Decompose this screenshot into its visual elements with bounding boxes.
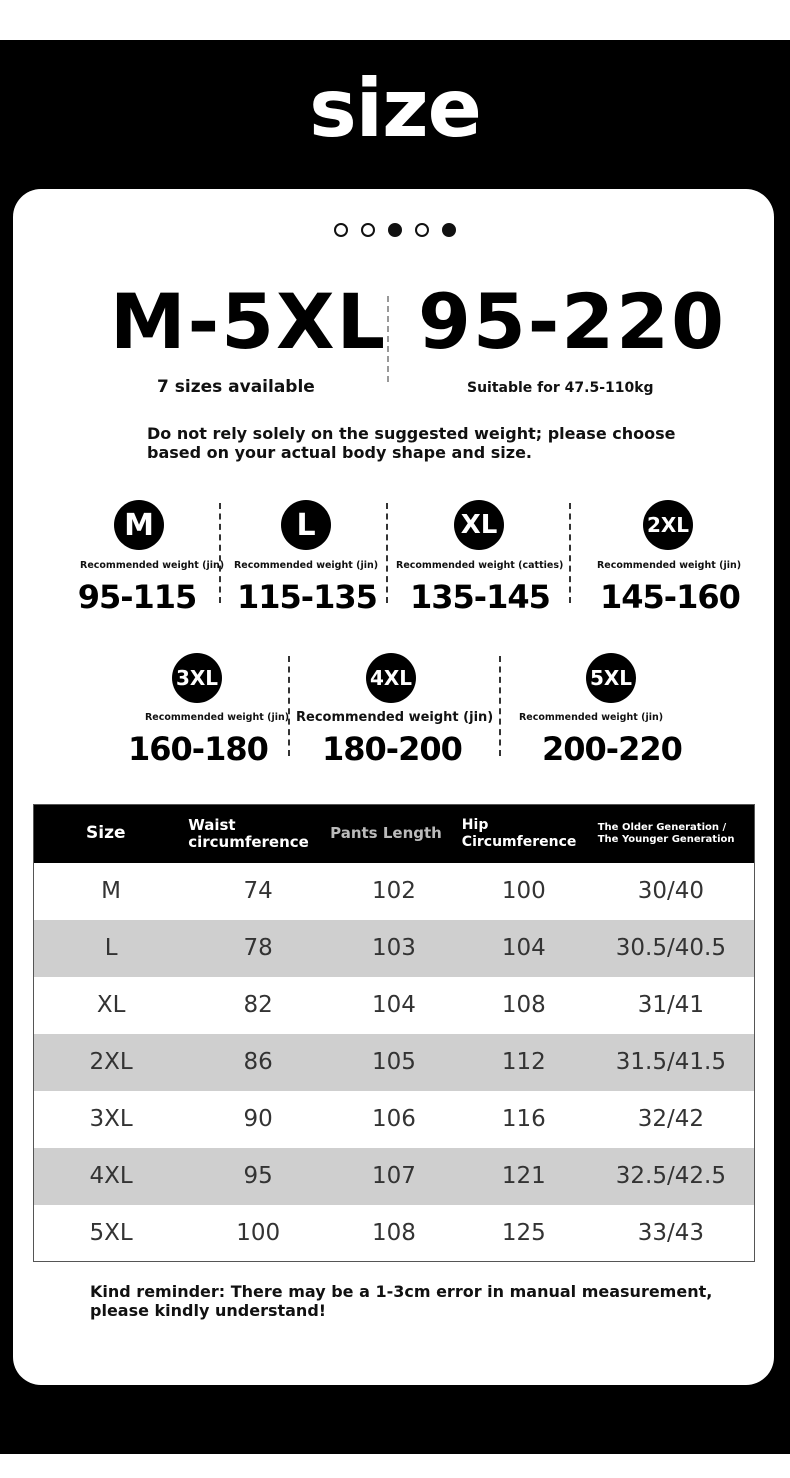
weight-range-4xl: 180-200 <box>322 730 462 768</box>
recommended-weight-label: Recommended weight (jin) <box>80 560 225 571</box>
size-badge-4xl: 4XL <box>366 653 416 703</box>
size-table <box>33 804 755 1262</box>
weight-caption: Suitable for 47.5-110kg <box>467 380 654 396</box>
pagination-dot[interactable] <box>361 223 375 237</box>
cell-hip: 100 <box>501 878 546 904</box>
divider <box>219 503 221 603</box>
cell-hip: 108 <box>501 992 546 1018</box>
cell-hip: 125 <box>501 1219 546 1246</box>
recommended-weight-label: Recommended weight (catties) <box>396 560 564 571</box>
cell-waist: 74 <box>243 878 273 904</box>
weight-range-m: 95-115 <box>77 578 197 616</box>
size-caption: 7 sizes available <box>157 377 315 397</box>
pagination-dot-active[interactable] <box>442 223 456 237</box>
recommended-weight-label: Recommended weight (jin) <box>144 712 290 723</box>
cell-size: M <box>101 878 122 904</box>
divider <box>499 656 501 756</box>
page-title: size <box>309 62 481 155</box>
cell-pants-length: 102 <box>372 878 416 904</box>
cell-hip: 116 <box>501 1106 546 1132</box>
advice-text: Do not rely solely on the suggested weight; please choose based on your actual body shape and size. <box>147 424 676 462</box>
size-badge-m: M <box>114 500 164 550</box>
cell-generation: 32.5/42.5 <box>615 1163 726 1189</box>
divider <box>288 656 290 756</box>
cell-pants-length: 108 <box>372 1219 416 1246</box>
weight-range-xl: 135-145 <box>410 578 550 616</box>
pagination-dots <box>0 223 790 237</box>
cell-size: 2XL <box>89 1049 133 1075</box>
cell-pants-length: 107 <box>372 1163 416 1189</box>
header-pants-length: Pants Length <box>330 824 442 843</box>
cell-hip: 112 <box>501 1049 546 1075</box>
cell-generation: 31.5/41.5 <box>615 1049 726 1075</box>
size-badge-5xl: 5XL <box>586 653 636 703</box>
size-badge-l: L <box>281 500 331 550</box>
size-badge-2xl: 2XL <box>643 500 693 550</box>
header-generation: The Older Generation / The Younger Generation <box>597 821 735 845</box>
recommended-weight-label: Recommended weight (jin) <box>518 712 664 723</box>
pagination-dot[interactable] <box>334 223 348 237</box>
cell-size: 5XL <box>89 1219 133 1246</box>
cell-waist: 90 <box>243 1106 273 1132</box>
cell-waist: 100 <box>236 1219 281 1246</box>
divider <box>386 503 388 603</box>
cell-size: 3XL <box>89 1106 133 1132</box>
header-waist: Waist circumference <box>188 815 309 851</box>
header-hip: Hip Circumference <box>461 816 577 850</box>
cell-waist: 86 <box>243 1049 273 1075</box>
size-badge-xl: XL <box>454 500 504 550</box>
cell-generation: 32/42 <box>637 1106 705 1132</box>
table-row <box>34 977 755 1034</box>
pagination-dot-active[interactable] <box>388 223 402 237</box>
weight-range-l: 115-135 <box>237 578 377 616</box>
cell-generation: 31/41 <box>637 992 705 1018</box>
measurement-reminder: Kind reminder: There may be a 1-3cm error in manual measurement, please kindly understand! <box>90 1282 713 1320</box>
cell-generation: 30.5/40.5 <box>615 935 726 961</box>
cell-hip: 104 <box>501 935 546 961</box>
cell-generation: 33/43 <box>637 1219 705 1246</box>
cell-pants-length: 105 <box>372 1049 416 1075</box>
table-row <box>34 920 755 977</box>
cell-size: XL <box>96 992 126 1018</box>
cell-generation: 30/40 <box>637 878 705 904</box>
cell-waist: 78 <box>243 935 273 961</box>
recommended-weight-label: Recommended weight (jin) <box>296 710 494 725</box>
cell-waist: 95 <box>243 1163 273 1189</box>
table-row <box>34 1205 755 1262</box>
weight-range-2xl: 145-160 <box>600 578 740 616</box>
size-range: M-5XL <box>110 277 388 366</box>
table-row <box>34 1148 755 1205</box>
table-row <box>34 1091 755 1148</box>
recommended-weight-label: Recommended weight (jin) <box>596 560 742 571</box>
weight-range: 95-220 <box>418 277 726 366</box>
table-row <box>34 1034 755 1091</box>
cell-waist: 82 <box>243 992 273 1018</box>
header-size: Size <box>86 823 126 844</box>
cell-size: L <box>104 935 118 961</box>
divider <box>387 296 389 382</box>
cell-pants-length: 106 <box>372 1106 416 1132</box>
cell-pants-length: 104 <box>372 992 416 1018</box>
table-header-row <box>34 805 755 863</box>
recommended-weight-label: Recommended weight (jin) <box>233 560 379 571</box>
pagination-dot[interactable] <box>415 223 429 237</box>
cell-hip: 121 <box>501 1163 546 1189</box>
cell-size: 4XL <box>89 1163 133 1189</box>
weight-range-3xl: 160-180 <box>128 730 268 768</box>
divider <box>569 503 571 603</box>
size-badge-3xl: 3XL <box>172 653 222 703</box>
cell-pants-length: 103 <box>372 935 416 961</box>
weight-range-5xl: 200-220 <box>542 730 682 768</box>
table-row <box>34 863 755 920</box>
